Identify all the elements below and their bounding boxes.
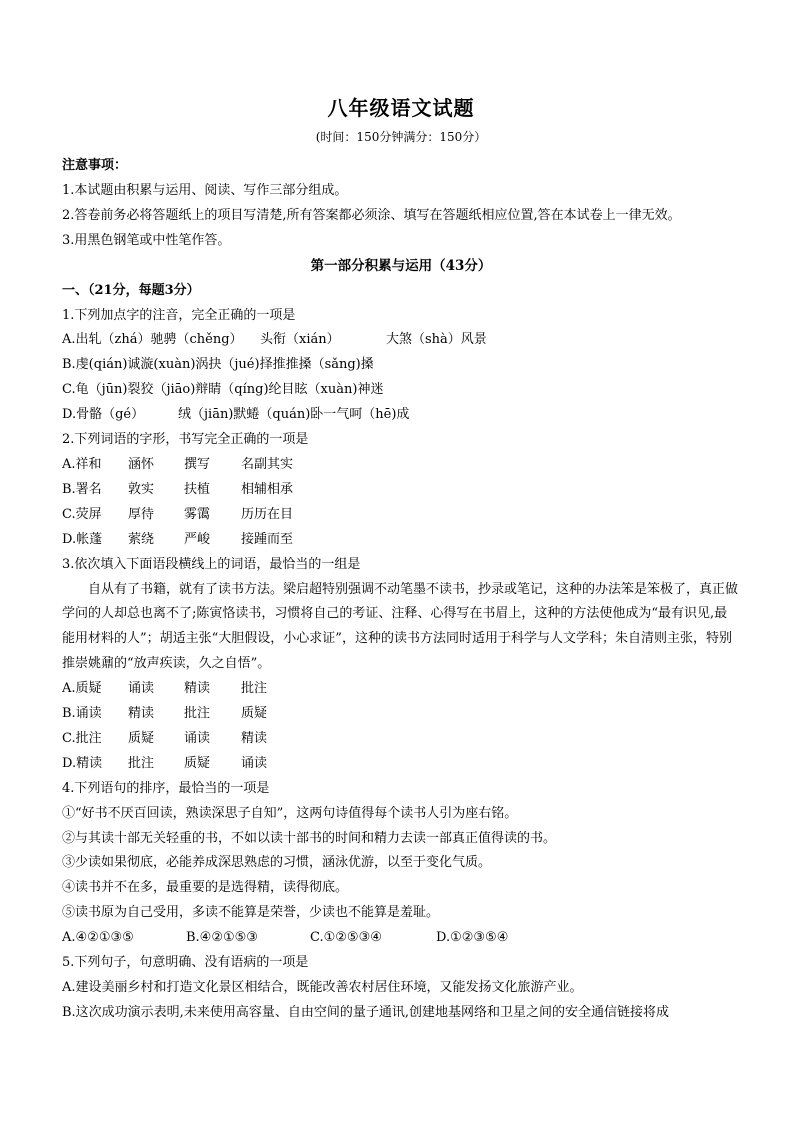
q2-option-d-word4: 接踵而至 bbox=[241, 531, 294, 547]
q3-option-b-word3: 批注 bbox=[184, 706, 211, 722]
q2-option-a bbox=[62, 453, 740, 478]
q5-stem: 5.下列句子，句意明确、没有语病的一项是 bbox=[62, 955, 309, 971]
q4-answers bbox=[62, 926, 740, 951]
q4-answer-a: A.④②①③⑤ bbox=[62, 930, 134, 946]
q2-option-b-word2: 敦实 bbox=[128, 481, 155, 497]
q4-sentence-1: ①“好书不厌百回读，熟读深思子自知”，这两句诗值得每个读书人引为座右铭。 bbox=[62, 805, 518, 821]
q4-sentence-5: ⑤读书原为自己受用，多读不能算是荣誉，少读也不能算是羞耻。 bbox=[62, 905, 440, 921]
q5-option-a: A.建设美丽乡村和打造文化景区相结合，既能改善农村居住环境，又能发扬文化旅游产业。 bbox=[62, 980, 583, 995]
q1-option-a-part2: 头衔（xián） bbox=[260, 332, 340, 348]
q3-option-a-word1: A.质疑 bbox=[62, 681, 102, 697]
q3-option-c bbox=[62, 727, 740, 752]
q1-option-c bbox=[62, 378, 740, 403]
q2-option-b-word4: 相辅相承 bbox=[241, 481, 294, 497]
q2-option-b bbox=[62, 478, 740, 503]
q3-passage: 自从有了书籍，就有了读书方法。梁启超特别强调不动笔墨不读书，抄录或笔记，这种的办法笨是笨极了，真正做学问的人却总也离不了;陈寅恪读书，习惯将自己的考证、注释、心得写在书眉上，这种的方法使他成为“最有识见,最能用材料的人”；胡适主张“大胆假设，小心求证”，这种的读书方法同时适用于科学与人文学科；朱自清则主张，特别推崇姚鼐的“放声疾读，久之自悟”。 bbox=[62, 581, 739, 672]
q3-option-b-word1: B.诵读 bbox=[62, 706, 102, 722]
note-item-1: 1.本试题由积累与运用、阅读、写作三部分组成。 bbox=[62, 182, 348, 198]
q4-stem: 4.下列语句的排序，最恰当的一项是 bbox=[62, 780, 270, 796]
q3-option-a bbox=[62, 677, 740, 702]
q1-option-b-text: B.虔(qián)诚漩(xuàn)涡抉（jué)择推推搡（sǎng)搡 bbox=[62, 357, 374, 373]
q4-answer-c: C.①②⑤③④ bbox=[310, 930, 382, 946]
q3-option-a-word3: 精读 bbox=[184, 681, 211, 697]
q3-option-d-word4: 诵读 bbox=[241, 755, 268, 771]
q3-option-c-word3: 诵读 bbox=[184, 730, 211, 746]
section-1-heading: 一、（21分，每题3分） bbox=[62, 282, 200, 298]
q1-option-c-text: C.龟（jūn)裂狡（jiāo)辩睛（qíng)纶目眩（xuàn)神迷 bbox=[62, 382, 384, 398]
q1-option-b bbox=[62, 353, 740, 378]
exam-subtitle: (时间：150分钟满分：150分） bbox=[315, 130, 487, 144]
q4-answer-d: D.①②③⑤④ bbox=[436, 930, 509, 946]
q2-option-d-word3: 严峻 bbox=[184, 531, 211, 547]
q2-option-a-word4: 名副其实 bbox=[241, 456, 294, 472]
q3-option-d bbox=[62, 752, 740, 777]
exam-page bbox=[62, 94, 740, 1026]
q3-option-b bbox=[62, 702, 740, 727]
q3-option-d-word1: D.精读 bbox=[62, 755, 103, 771]
q2-option-a-word3: 撰写 bbox=[184, 456, 211, 472]
note-item-2: 2.答卷前务必将答题纸上的项目写清楚,所有答案都必须涂、填写在答题纸相应位置,答在本试卷上一律无效。 bbox=[62, 207, 681, 223]
note-item-3: 3.用黑色钢笔或中性笔作答。 bbox=[62, 232, 231, 248]
q4-sentence-2: ②与其读十部无关轻重的书，不如以读十部书的时间和精力去读一部真正值得读的书。 bbox=[62, 830, 557, 846]
q3-option-d-word2: 批注 bbox=[128, 755, 155, 771]
q2-option-d-word2: 萦绕 bbox=[128, 531, 155, 547]
exam-title: 八年级语文试题 bbox=[327, 96, 475, 120]
q2-option-a-word2: 涵怀 bbox=[128, 456, 155, 472]
part1-heading: 第一部分积累与运用（43分） bbox=[310, 257, 492, 274]
q2-option-c-word1: C.荧屏 bbox=[62, 506, 102, 522]
q2-option-b-word3: 扶植 bbox=[184, 481, 211, 497]
q4-sentence-3: ③少读如果彻底，必能养成深思熟虑的习惯，涵泳优游，以至于变化气质。 bbox=[62, 855, 492, 871]
q3-option-b-word2: 精读 bbox=[128, 706, 155, 722]
q3-option-c-word4: 精读 bbox=[241, 730, 268, 746]
q2-option-a-word1: A.祥和 bbox=[62, 456, 102, 472]
q3-option-d-word3: 质疑 bbox=[184, 755, 211, 771]
q2-stem: 2.下列词语的字形，书写完全正确的一项是 bbox=[62, 432, 309, 448]
q3-stem: 3.依次填入下面语段横线上的词语，最恰当的一组是 bbox=[62, 556, 361, 572]
q5-option-b: B.这次成功演示表明,未来使用高容量、自由空间的量子通讯,创建地基网络和卫星之间的安全通信链接将成 bbox=[62, 1004, 669, 1020]
q3-option-a-word4: 批注 bbox=[241, 681, 268, 697]
q2-option-d bbox=[62, 528, 740, 553]
q3-option-c-word1: C.批注 bbox=[62, 730, 102, 746]
q1-stem: 1.下列加点字的注音，完全正确的一项是 bbox=[62, 307, 296, 323]
q4-answer-b: B.④②①⑤③ bbox=[186, 930, 258, 946]
q1-option-a-part1: A.出轧（zhá）驰骋（chěng） bbox=[62, 332, 243, 348]
notes-heading: 注意事项： bbox=[62, 158, 128, 173]
q2-option-c-word4: 历历在目 bbox=[241, 506, 294, 522]
q2-option-b-word1: B.署名 bbox=[62, 481, 102, 497]
q3-option-b-word4: 质疑 bbox=[241, 706, 268, 722]
q1-option-d-part1: D.骨骼（gé） bbox=[62, 407, 145, 423]
q1-option-d bbox=[62, 403, 740, 428]
q3-option-a-word2: 诵读 bbox=[128, 681, 155, 697]
q1-option-a-part3: 大煞（shà）风景 bbox=[386, 332, 487, 348]
q4-sentence-4: ④读书并不在多，最重要的是选得精，读得彻底。 bbox=[62, 880, 349, 896]
q2-option-c-word3: 雾霭 bbox=[184, 506, 211, 522]
q2-option-c bbox=[62, 503, 740, 528]
q3-option-c-word2: 质疑 bbox=[128, 730, 155, 746]
q2-option-c-word2: 厚待 bbox=[128, 506, 155, 522]
q1-option-d-part2: 绒（jiān)默蜷（quán)卧一气呵（hē)成 bbox=[178, 407, 410, 423]
q1-option-a bbox=[62, 328, 740, 353]
q2-option-d-word1: D.帐蓬 bbox=[62, 531, 103, 547]
